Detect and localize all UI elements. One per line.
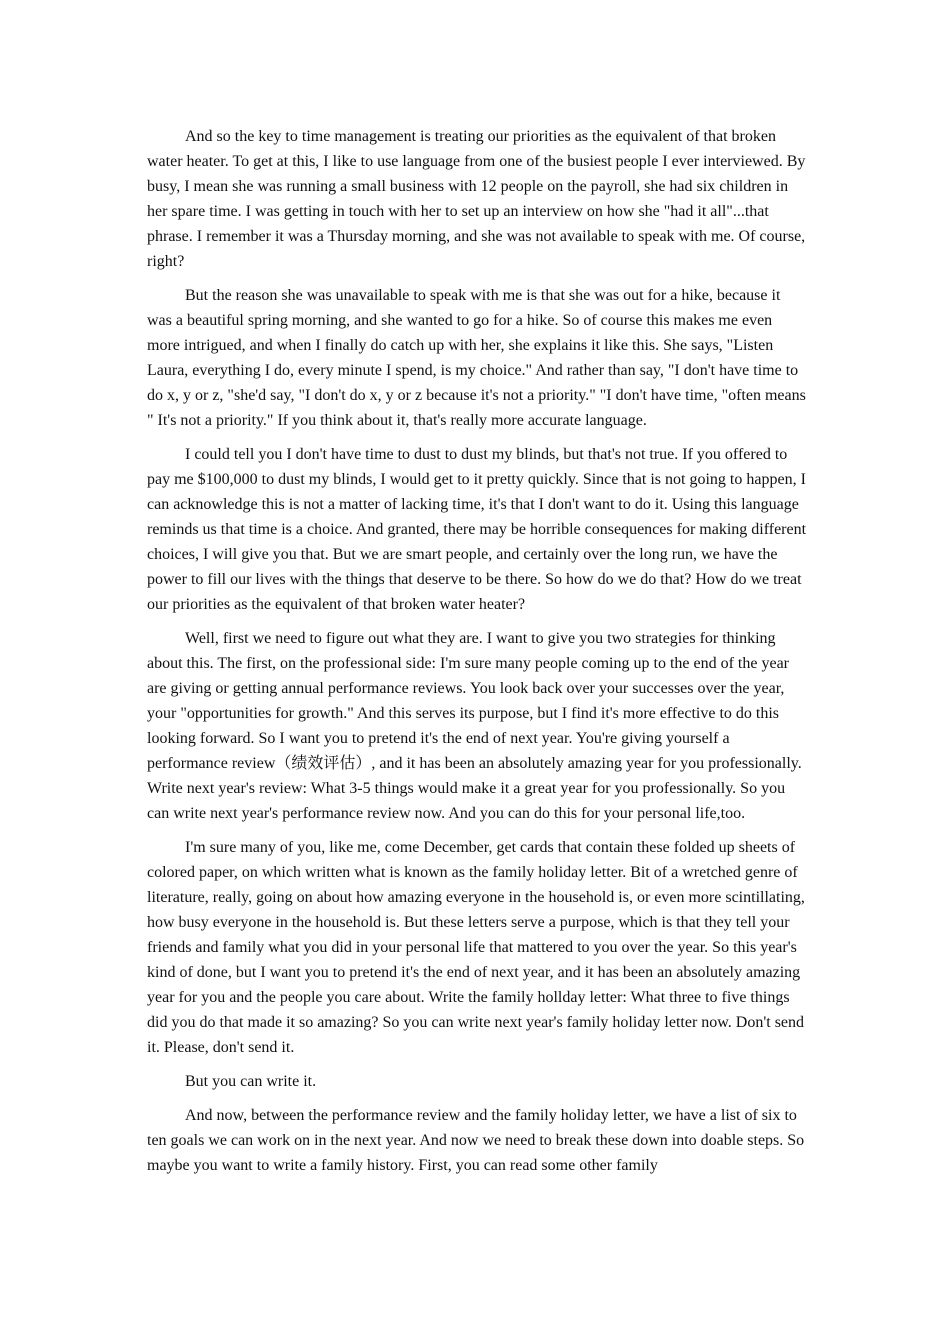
paragraph-1: And so the key to time management is treating our priorities as the equivalent of that broken water heater. To get at this, I like to use language from one of the busiest people I ever interviewed. By busy, I mean she was running a small business with 12 people on the payroll, she had six children in her spare time. I was getting in touch with her to set up an interview on how she "had it all"...that phrase. I remember it was a Thursday morning, and she was not available to speak with me. Of course, right?: [147, 128, 806, 270]
document-body: [147, 124, 807, 1187]
paragraph-3: I could tell you I don't have time to dust to dust my blinds, but that's not true. If you offered to pay me $100,000 to dust my blinds, I would get to it pretty quickly. Since that is not going to happen, I can acknowledge this is not a matter of lacking time, it's that I don't want to do it. Using this language reminds us that time is a choice. And granted, there may be horrible consequences for making different choices, I will give you that. But we are smart people, and certainly over the long run, we have the power to fill our lives with the things that deserve to be there. So how do we do that? How do we treat our priorities as the equivalent of that broken water heater?: [147, 446, 807, 613]
paragraph-7: And now, between the performance review and the family holiday letter, we have a list of six to ten goals we can work on in the next year. And now we need to break these down into doable steps. So maybe you want to write a family history. First, you can read some other family: [147, 1107, 805, 1174]
paragraph-2: But the reason she was unavailable to speak with me is that she was out for a hike, because it was a beautiful spring morning, and she wanted to go for a hike. So of course this makes me even more intrigued, and when I finally do catch up with her, she explains it like this. She says, "Listen Laura, everything I do, every minute I spend, is my choice." And rather than say, "I don't have time to do x, y or z, "she'd say, "I don't do x, y or z because it's not a priority." "I don't have time, "often means " It's not a priority." If you think about it, that's really more accurate language.: [147, 287, 806, 429]
paragraph-5: I'm sure many of you, like me, come December, get cards that contain these folded up sheets of colored paper, on which written what is known as the family holiday letter. Bit of a wretched genre of literature, really, going on about how amazing everyone in the household is, or even more scintillating, how busy everyone in the household is. But these letters serve a purpose, which is that they tell your friends and family what you did in your personal life that mattered to you over the year. So this year's kind of done, but I want you to pretend it's the end of next year, and it has been an absolutely amazing year for you and the people you care about. Write the family hollday letter: What three to five things did you do that made it so amazing? So you can write next year's family holiday letter now. Don't send it. Please, don't send it.: [147, 839, 805, 1056]
paragraph-6: But you can write it.: [185, 1073, 317, 1090]
paragraph-4: Well, first we need to figure out what they are. I want to give you two strategies for thinking about this. The first, on the professional side: I'm sure many people coming up to the end of the year are giving or getting annual performance reviews. You look back over your successes over the year, your "opportunities for growth." And this serves its purpose, but I find it's more effective to do this looking forward. So I want you to pretend it's the end of next year. You're giving yourself a performance review（绩效评估）, and it has been an absolutely amazing year for you professionally. Write next year's review: What 3-5 things would make it a great year for you professionally. So you can write next year's performance review now. And you can do this for your personal life,too.: [147, 630, 802, 822]
